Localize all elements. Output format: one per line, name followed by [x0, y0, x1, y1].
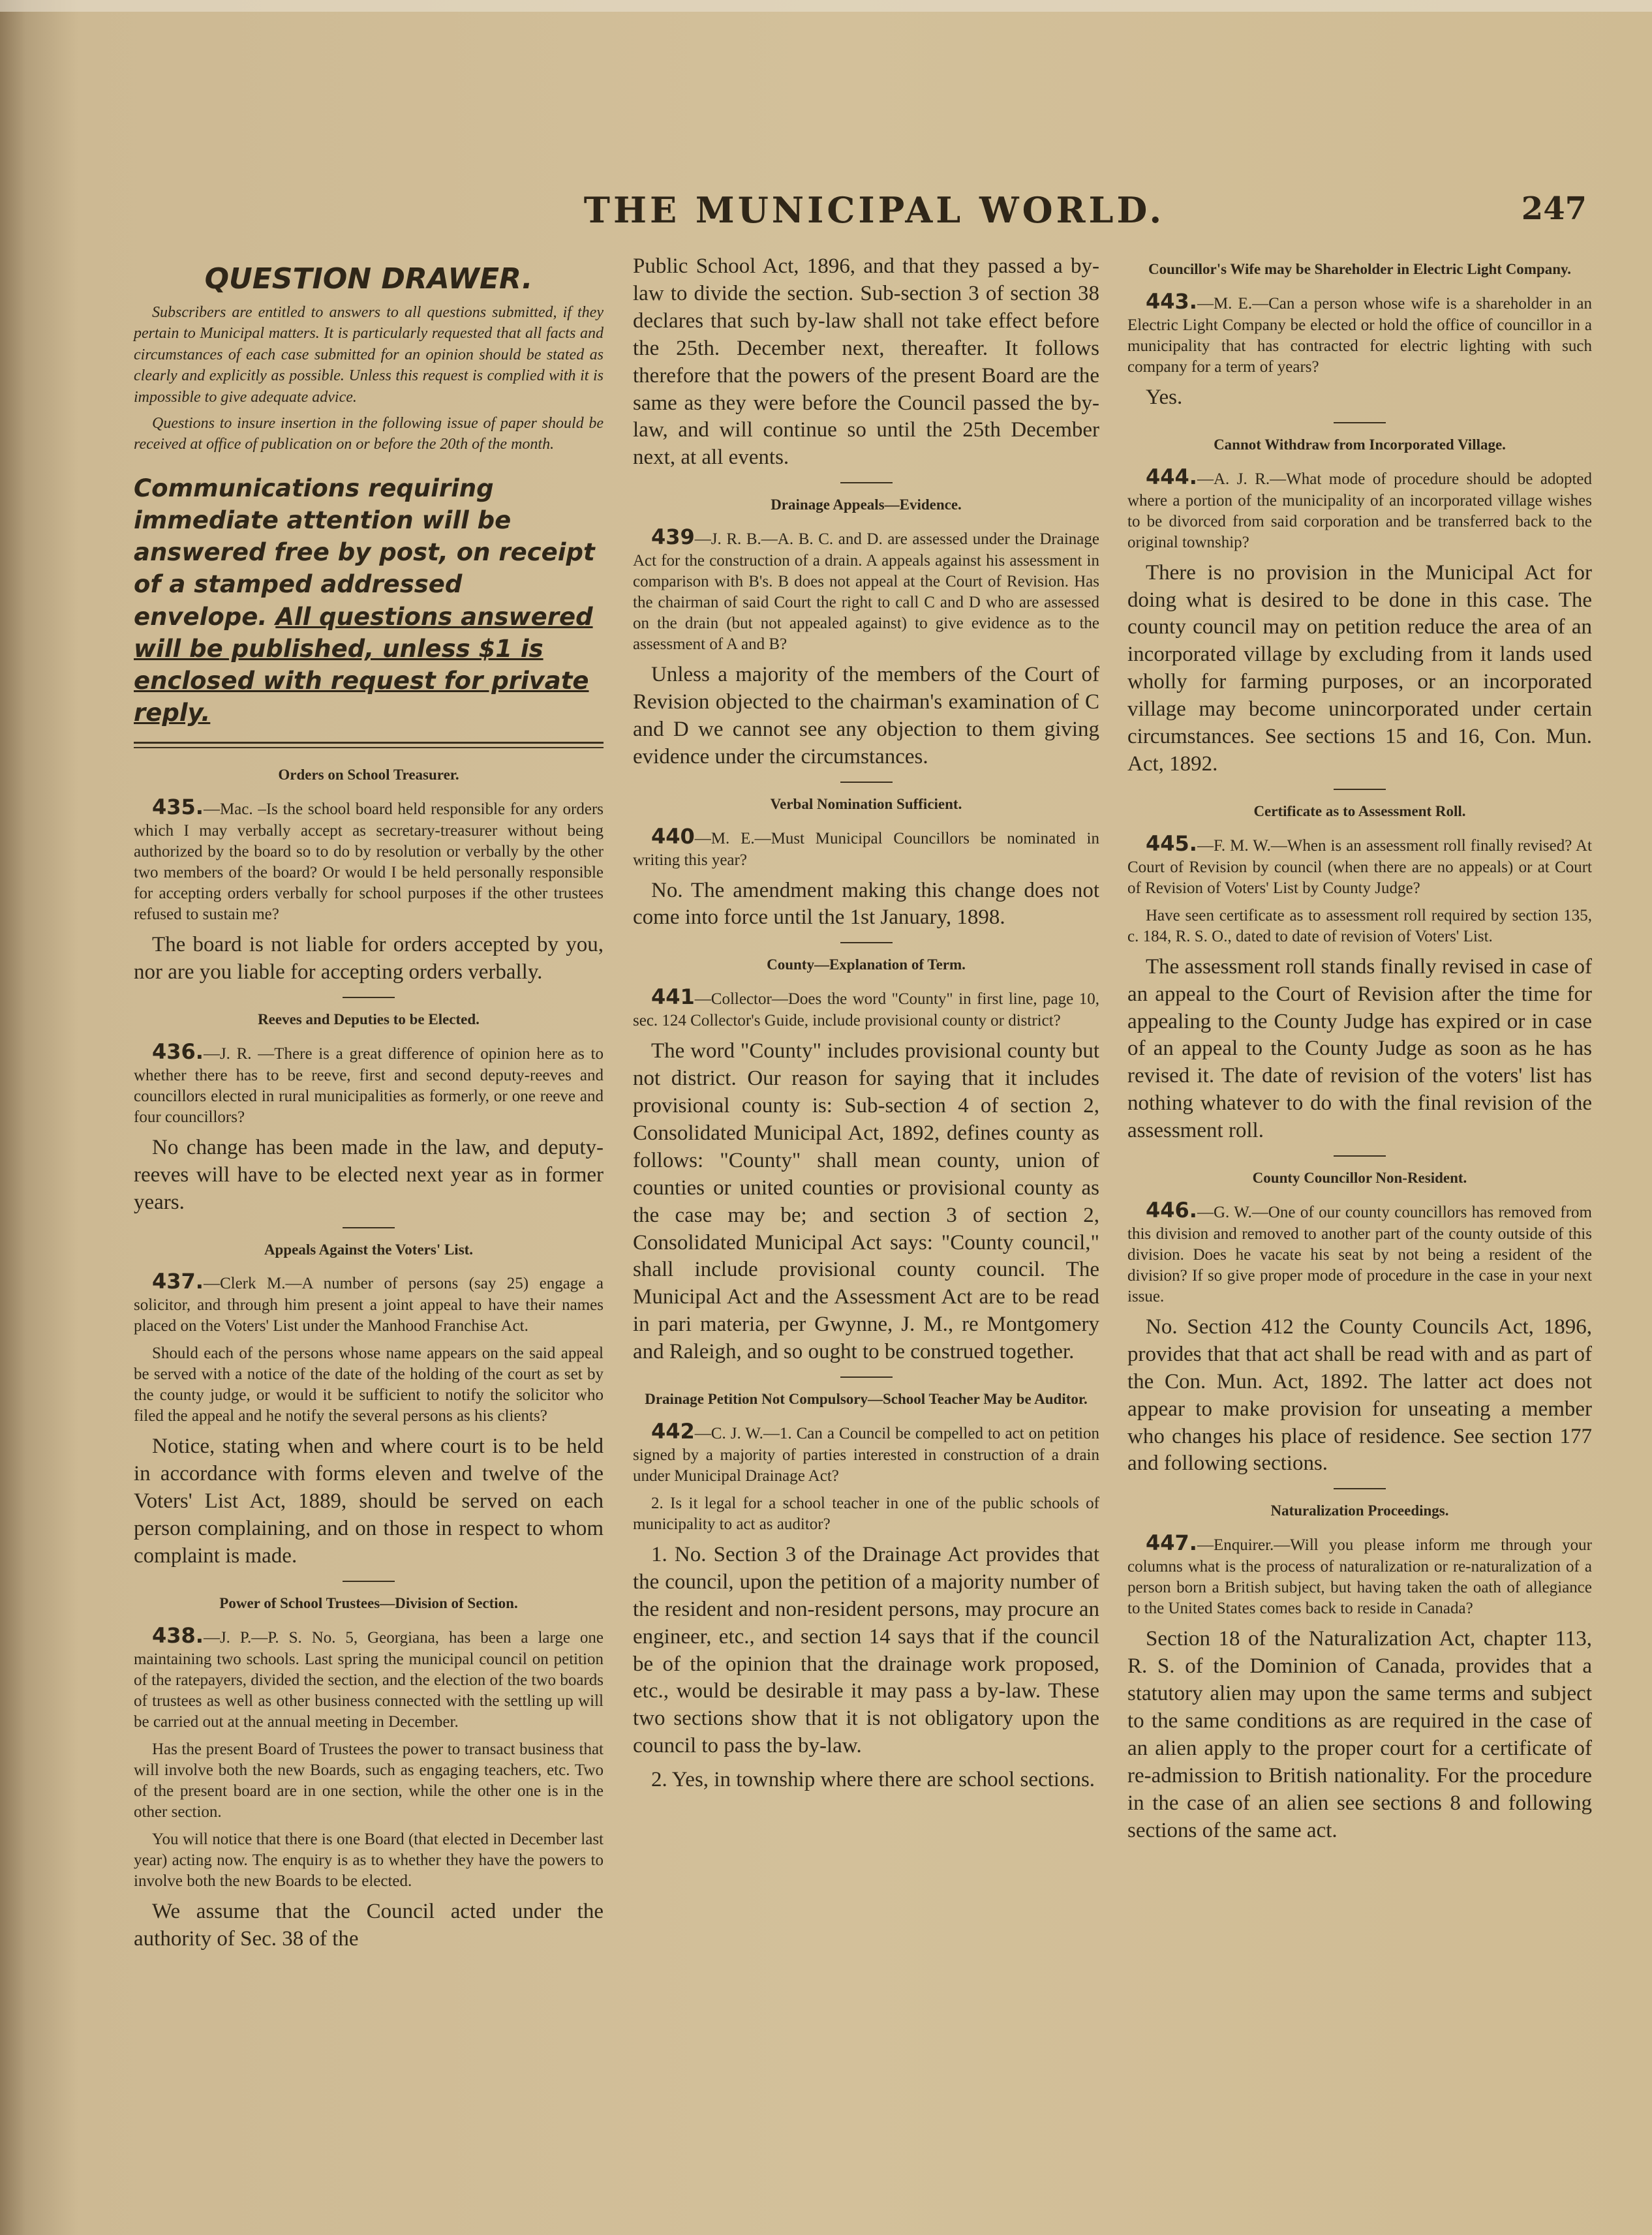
- question-text: —Enquirer.—Will you please inform me through your columns what is the process of naturalization or re-naturalization of a person born a British subject, but having taken the oath of allegiance to the United States comes back to reside in Canada?: [1127, 1536, 1592, 1618]
- question-437-detail: Should each of the persons whose name appears on the said appeal be served with a notice of the date of the holding of the court as set by the county judge, or would it be sufficient to notify the solicitor who filed the appeal and he notify the several persons as his clients?: [134, 1345, 604, 1425]
- answer-447: Section 18 of the Naturalization Act, chapter 113, R. S. of the Dominion of Canada, provides that a statutory alien may upon the same terms and subject to the same conditions as are required in the case of an alien apply to the proper court for a certificate of re-admission to British nationality. For the procedure in the case of an alien see sections 8 and following sections of the same act.: [1127, 1627, 1592, 1842]
- question-number: 437.: [152, 1269, 204, 1294]
- question-drawer-notice: [134, 472, 604, 729]
- short-rule: [840, 1376, 893, 1378]
- section-divider: [134, 742, 604, 748]
- short-rule: [1334, 1155, 1386, 1157]
- notice-private-reply: All questions answered will be published, unless $1 is enclosed with request for private reply.: [134, 602, 593, 727]
- question-number: 444.: [1146, 464, 1197, 489]
- heading-436: Reeves and Deputies to be Elected.: [258, 1011, 480, 1028]
- answer-445: The assessment roll stands finally revised in case of an appeal to the Court of Revision after the time for appealing to the County Judge has expired or in case of an appeal to the County Judge as soon as he has revised it. The date of revision of the voters' list has nothing whatever to do with the final revision of the assessment roll.: [1127, 954, 1592, 1143]
- question-number: 435.: [152, 795, 204, 820]
- short-rule: [1334, 422, 1386, 423]
- question-text: —Clerk M.—A number of persons (say 25) engage a solicitor, and through him present a joint appeal to have their names placed on the Voters' List under the Manhood Franchise Act.: [134, 1275, 604, 1335]
- question-text: —M. E.—Must Municipal Councillors be nominated in writing this year?: [633, 829, 1099, 869]
- answer-437: Notice, stating when and where court is to be held in accordance with forms eleven and twelve of the Voters' List Act, 1889, should be served on each person complaining, and on those in respect to whom complaint is made.: [134, 1435, 604, 1568]
- question-442-part-2: 2. Is it legal for a school teacher in one of the public schools of municipality to act as auditor?: [633, 1494, 1099, 1533]
- question-number: 442: [651, 1418, 695, 1444]
- heading-442: Drainage Petition Not Compulsory—School Teacher May be Auditor.: [645, 1391, 1088, 1408]
- question-text: —G. W.—One of our county councillors has removed from this division and removed to another part of the county outside of this division. Does he vacate his seat by not being a resident of the division? If so give proper mode of procedure in the case in your next issue.: [1127, 1203, 1592, 1305]
- heading-444: Cannot Withdraw from Incorporated Village.: [1214, 436, 1506, 453]
- question-text: —Mac. –Is the school board held responsible for any orders which I may verbally accept as secretary-treasurer without being authorized by the board so to do by resolution or verbally by the other two members of the board? Or would I be held personally responsible for accepting orders verbally for school purposes if the other trustees refused to sustain me?: [134, 800, 604, 924]
- notice-free-reply: Communications requiring immediate attention will be answered free by post, on receipt of a stamped addressed envelope.: [134, 474, 595, 631]
- answer-436: No change has been made in the law, and deputy-reeves will have to be elected next year as in former years.: [134, 1135, 604, 1214]
- question-440: [633, 823, 1099, 871]
- question-447: [1127, 1530, 1592, 1619]
- question-text: —F. M. W.—When is an assessment roll finally revised? At Court of Revision by council (when there are no appeals) or at Court of Revision of Voters' List by County Judge?: [1127, 836, 1592, 897]
- question-438-detail-1: Has the present Board of Trustees the power to transact business that will involve both the new Boards, such as engaging teachers, etc. Two of the present board are in one section, while the other one is in the other section.: [134, 1740, 604, 1821]
- question-number: 447.: [1146, 1530, 1197, 1556]
- answer-442-part-2: 2. Yes, in township where there are school sections.: [651, 1768, 1095, 1792]
- question-445: [1127, 830, 1592, 899]
- heading-437: Appeals Against the Voters' List.: [264, 1241, 474, 1258]
- short-rule: [343, 997, 395, 998]
- heading-435: Orders on School Treasurer.: [278, 767, 459, 783]
- short-rule: [840, 942, 893, 943]
- column-3: [1127, 253, 1592, 1851]
- answer-440: No. The amendment making this change does not come into force until the 1st January, 1898.: [633, 878, 1099, 930]
- question-444: [1127, 464, 1592, 553]
- question-drawer-intro-1: Subscribers are entitled to answers to all questions submitted, if they pertain to Municipal matters. It is particularly requested that all facts and circumstances of each case submitted for an opinion should be stated as clearly and explicitly as possible. Unless this request is complied with it is impossible to give adequate advice.: [134, 304, 604, 406]
- column-1: [134, 253, 604, 1960]
- question-442: [633, 1418, 1099, 1487]
- column-2: [633, 253, 1099, 1801]
- question-text: —Collector—Does the word "County" in first line, page 10, sec. 124 Collector's Guide, include provisional county or district?: [633, 990, 1099, 1030]
- answer-439: Unless a majority of the members of the Court of Revision objected to the chairman's examination of C and D we cannot see any objection to them giving evidence under the circumstances.: [633, 663, 1099, 768]
- answer-438-continued: Public School Act, 1896, and that they passed a by-law to divide the section. Sub-section 3 of section 38 declares that such by-law shall not take effect before the 25th. December next, thereafter. It follows therefore that the powers of the present Board are the same as they were before the Council passed the by-law, and will continue so until the 25th December next, at all events.: [633, 254, 1099, 470]
- question-text: —J. R. B.—A. B. C. and D. are assessed under the Drainage Act for the construction of a drain. A appeals against his assessment in comparison with B's. B does not appeal at the Court of Revision. Has the chairman of said Court the right to call C and D who are assessed on the drain (but not appealed against) to give evidence as to the assessment of A and B?: [633, 530, 1099, 654]
- question-number: 445.: [1146, 830, 1197, 856]
- question-number: 440: [651, 823, 695, 849]
- question-text: —C. J. W.—1. Can a Council be compelled to act on petition signed by a majority of parties interested in construction of a drain under Municipal Drainage Act?: [633, 1424, 1099, 1485]
- question-437: [134, 1268, 604, 1337]
- question-number: 439: [651, 525, 695, 550]
- heading-438: Power of School Trustees—Division of Section.: [219, 1594, 518, 1611]
- answer-442-part-1: 1. No. Section 3 of the Drainage Act provides that the council, upon the petition of a majority number of the resident and non-resident persons, may procure an engineer, etc., and section 14 says that if the council be of the opinion that the drainage work proposed, etc., would be desirable it may pass a by-law. These two sections show that it is not obligatory upon the council to pass the by-law.: [633, 1542, 1099, 1758]
- question-438: [134, 1622, 604, 1733]
- short-rule: [840, 782, 893, 783]
- question-445-detail: Have seen certificate as to assessment roll required by section 135, c. 184, R. S. O., dated to date of revision of Voters' List.: [1127, 906, 1592, 945]
- question-number: 436.: [152, 1039, 204, 1064]
- heading-441: County—Explanation of Term.: [767, 956, 966, 973]
- short-rule: [343, 1227, 395, 1228]
- question-436: [134, 1039, 604, 1128]
- question-439: [633, 524, 1099, 655]
- heading-443: Councillor's Wife may be Shareholder in Electric Light Company.: [1148, 261, 1572, 277]
- heading-440: Verbal Nomination Sufficient.: [770, 795, 962, 812]
- short-rule: [1334, 1488, 1386, 1489]
- heading-446: County Councillor Non-Resident.: [1252, 1170, 1467, 1187]
- answer-443: Yes.: [1146, 385, 1183, 409]
- question-drawer-intro-2: Questions to insure insertion in the following issue of paper should be received at office of publication on or before the 20th of the month.: [134, 414, 604, 453]
- answer-444: There is no provision in the Municipal Act for doing what is desired to be done in this case. The county council may on petition reduce the area of an incorporated village by excluding from it lands used wholly for farming purposes, or an incorporated village may become unincorporated under certain circumstances. See sections 15 and 16, Con. Mun. Act, 1892.: [1127, 560, 1592, 776]
- heading-447: Naturalization Proceedings.: [1270, 1502, 1449, 1519]
- question-number: 446.: [1146, 1197, 1197, 1223]
- question-number: 443.: [1146, 288, 1197, 314]
- short-rule: [343, 1581, 395, 1582]
- question-443: [1127, 288, 1592, 378]
- heading-445: Certificate as to Assessment Roll.: [1253, 802, 1466, 819]
- question-number: 441: [651, 984, 695, 1010]
- question-text: —J. R. —There is a great difference of opinion here as to whether there has to be reeve, first and second deputy-reeves and councillors elected in rural municipalities as formerly, or one reeve and four councillors?: [134, 1044, 604, 1126]
- question-text: —M. E.—Can a person whose wife is a shareholder in an Electric Light Company be elected or hold the office of councillor in a municipality that has contracted for electric lighting with such company for a term of years?: [1127, 294, 1592, 376]
- page-number: 247: [1521, 190, 1587, 227]
- question-435: [134, 794, 604, 925]
- heading-439: Drainage Appeals—Evidence.: [771, 496, 962, 513]
- question-drawer-title: QUESTION DRAWER.: [204, 262, 533, 296]
- question-441: [633, 984, 1099, 1031]
- short-rule: [840, 482, 893, 483]
- short-rule: [1334, 789, 1386, 790]
- question-446: [1127, 1197, 1592, 1307]
- running-head: THE MUNICIPAL WORLD.: [583, 189, 1165, 231]
- answer-435: The board is not liable for orders accepted by you, nor are you liable for accepting orders verbally.: [134, 933, 604, 984]
- answer-446: No. Section 412 the County Councils Act, 1896, provides that that act shall be read with and as part of the Con. Mun. Act, 1892. The latter act does not appear to make provision for unseating a member who changes his place of residence. See section 177 and following sections.: [1127, 1315, 1592, 1476]
- answer-438-start: We assume that the Council acted under the authority of Sec. 38 of the: [134, 1899, 604, 1951]
- page-top-edge: [0, 0, 1652, 12]
- question-number: 438.: [152, 1622, 204, 1648]
- question-438-detail-2: You will notice that there is one Board (that elected in December last year) acting now. The enquiry is as to whether they have the powers to involve both the new Boards to be elected.: [134, 1830, 604, 1890]
- answer-441: The word "County" includes provisional county but not district. Our reason for saying that it includes provisional county is: Sub-section 4 of section 2, Consolidated Municipal Act, 1892, defines county as follows: "County" shall mean county, union of counties or united counties or provisional county as the case may be; and section 3 of section 2, Consolidated Municipal Act says: "County council," shall include provisional county council. The Municipal Act and the Assessment Act are to be read in pari materia, per Gwynne, J. M., re Montgomery and Raleigh, and so ought to be construed together.: [633, 1039, 1099, 1364]
- question-text: —A. J. R.—What mode of procedure should be adopted where a portion of the municipality of an incorporated village wishes to be divorced from said corporation and be transferred back to the original township?: [1127, 470, 1592, 551]
- question-text: —J. P.—P. S. No. 5, Georgiana, has been a large one maintaining two schools. Last spring the municipal council on petition of the ratepayers, divided the section, and the election of the two boards of trustees as well as other business connected with the settling up will be carried out at the annual meeting in December.: [134, 1628, 604, 1731]
